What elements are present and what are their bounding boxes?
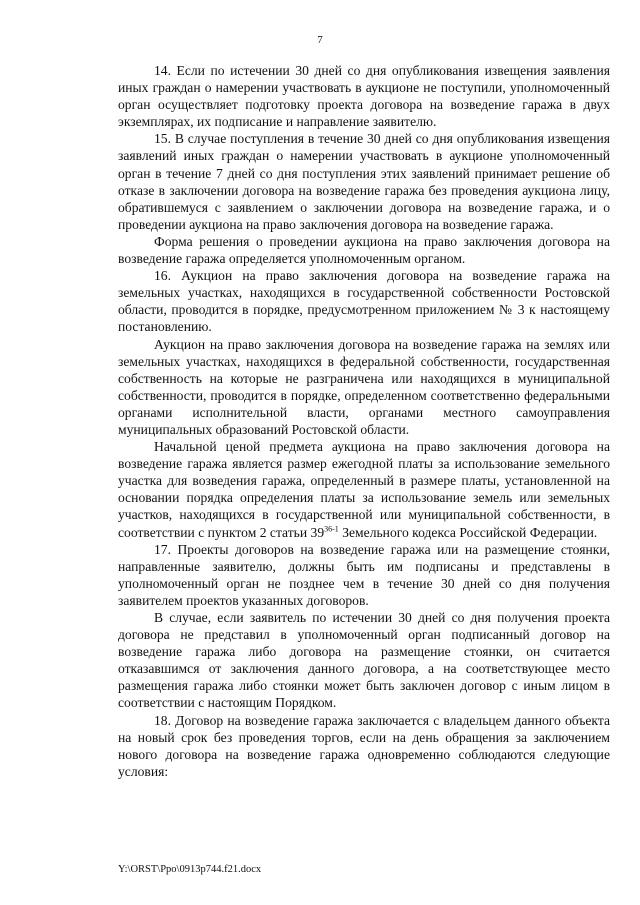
- paragraph-18: 18. Договор на возведение гаража заключается с владельцем данного объекта на новый срок без проведения торгов, если на день обращения за заключением нового договора на возведение гаража одновременно соблюдаются следующие условия:: [118, 712, 610, 779]
- paragraph-15: 15. В случае поступления в течение 30 дней со дня опубликования извещения заявлений иных граждан о намерении участвовать в аукционе уполномоченный орган в течение 7 дней со дня поступления этих заявлений принимает решение об отказе в заключении договора на возведение гаража без проведения аукциона лицу, обратившемуся с заявлением о заключении договора на возведение гаража, и о проведении аукциона на право заключения договора на возведение гаража.: [118, 131, 610, 232]
- paragraph-16-auction: Аукцион на право заключения договора на возведение гаража на землях или земельных участках, находящихся в федеральной собственности, государственная собственность на которые не разграничена или находящихся в муниципальной собственности, проводится в порядке, определенном соответственно федеральными органами исполнительной власти, органами местного самоуправления муниципальных образований Ростовской области.: [118, 336, 610, 437]
- paragraph-14: 14. Если по истечении 30 дней со дня опубликования извещения заявления иных граждан о намерении участвовать в аукционе не поступили, уполномоченный орган осуществляет подготовку проекта договора на возведение гаража в двух экземплярах, их подписание и направление заявителю.: [118, 63, 610, 130]
- paragraph-16-price-tail: Земельного кодекса Российской Федерации.: [338, 524, 598, 540]
- article-superscript: 36-1: [324, 524, 339, 533]
- paragraph-15-form: Форма решения о проведении аукциона на право заключения договора на возведение гаража определяется уполномоченным органом.: [118, 233, 610, 267]
- paragraph-17-refusal: В случае, если заявитель по истечении 30 дней со дня получения проекта договора не представил в уполномоченный орган подписанный договор на возведение гаража либо договора на размещение стоянки, он считается отказавшимся от заключения данного договора, а на соответствующее место размещения гаража либо стоянки может быть заключен договор с иным лицом в соответствии с настоящим Порядком.: [118, 610, 610, 711]
- page-number: 7: [317, 34, 323, 46]
- paragraph-16: 16. Аукцион на право заключения договора на возведение гаража на земельных участках, находящихся в государственной собственности Ростовской области, проводится в порядке, предусмотренном приложением № 3 к настоящему постановлению.: [118, 268, 610, 335]
- paragraph-16-price-text: Начальной ценой предмета аукциона на право заключения договора на возведение гаража является размер ежегодной платы за использование земельного участка для возведения гаража, определенный в размере платы, установленной на основании порядка определения платы за использование земель или земельных участков, находящихся в государственной или муниципальной собственности, в соответствии с пунктом 2 статьи 39: [118, 439, 610, 540]
- footer-file-path: Y:\ORST\Ppo\0913p744.f21.docx: [118, 864, 262, 875]
- paragraph-16-price: [118, 438, 610, 541]
- document-body: [118, 62, 610, 780]
- paragraph-17: 17. Проекты договоров на возведение гаража или на размещение стоянки, направленные заявителю, должны быть им подписаны и представлены в уполномоченный орган не позднее чем в течение 30 дней со дня получения заявителем проектов указанных договоров.: [118, 541, 610, 608]
